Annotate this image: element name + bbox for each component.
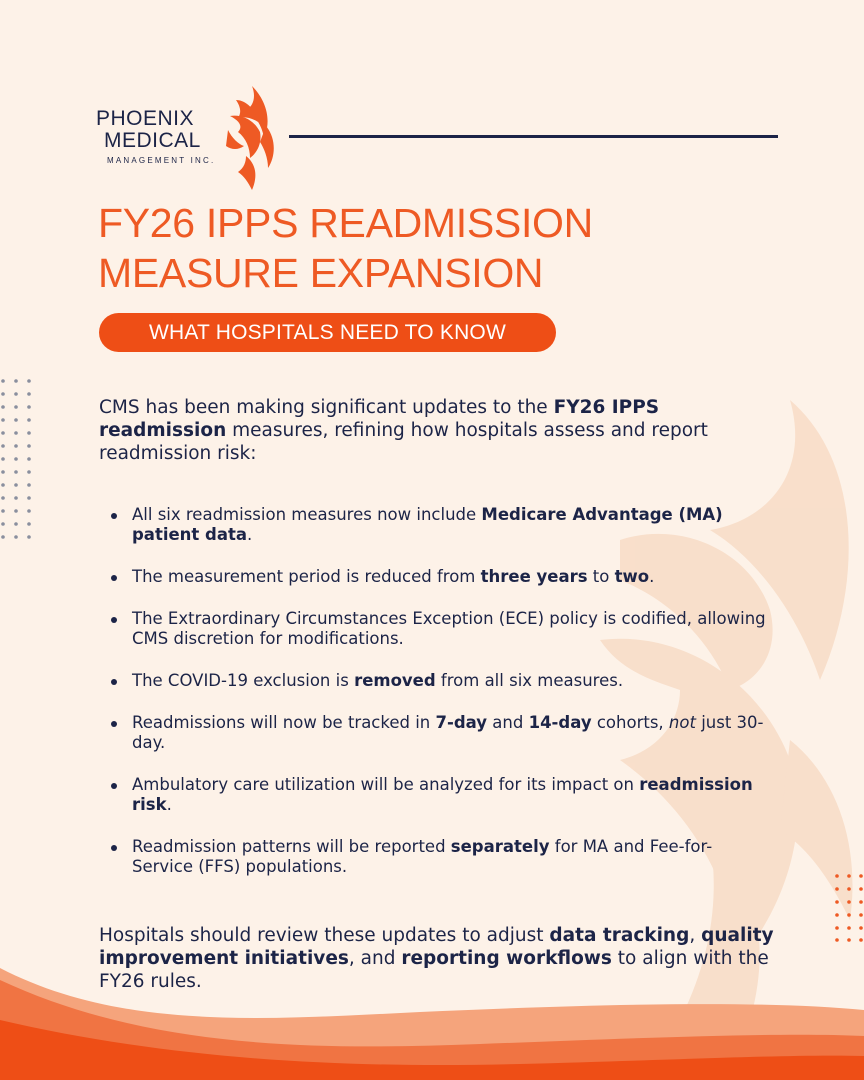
list-item bbox=[107, 713, 767, 753]
intro-text-1: CMS has been making significant updates to the bbox=[99, 397, 554, 418]
item-text: Readmissions will now be tracked in bbox=[132, 713, 436, 732]
item-text: . bbox=[166, 795, 172, 814]
list-item bbox=[107, 505, 767, 545]
item-text: just 30-day. bbox=[132, 713, 764, 752]
title-line-2: MEASURE EXPANSION bbox=[98, 250, 544, 296]
item-text: from all six measures. bbox=[435, 671, 624, 690]
item-bold: two bbox=[614, 567, 650, 586]
update-list bbox=[107, 505, 767, 899]
item-bold: separately bbox=[450, 837, 550, 856]
item-text: to bbox=[587, 567, 615, 586]
outro-bold: quality improvement initiatives bbox=[99, 925, 774, 969]
item-bold: Medicare Advantage (MA) patient data bbox=[132, 505, 723, 544]
item-text: The Extraordinary Circumstances Exception (ECE) policy is codified, allowing CMS discretion for modifications. bbox=[132, 609, 766, 648]
item-text: for MA and Fee-for-Service (FFS) populations. bbox=[132, 837, 713, 876]
logo-line-1: PHOENIX bbox=[96, 107, 195, 130]
dot-grid-right bbox=[834, 872, 864, 944]
subtitle-badge: WHAT HOSPITALS NEED TO KNOW bbox=[99, 313, 556, 352]
item-text: . bbox=[247, 525, 253, 544]
outro-text: , bbox=[689, 925, 702, 946]
item-text: All six readmission measures now include bbox=[132, 505, 482, 524]
page-title bbox=[98, 198, 798, 298]
item-text: and bbox=[487, 713, 529, 732]
list-item bbox=[107, 837, 767, 877]
header-divider bbox=[289, 135, 778, 138]
list-item bbox=[107, 567, 767, 587]
list-item bbox=[107, 775, 767, 815]
item-italic: not bbox=[668, 713, 696, 732]
item-bold: 7-day bbox=[435, 713, 488, 732]
outro-text: Hospitals should review these updates to adjust bbox=[99, 925, 550, 946]
item-text: . bbox=[649, 567, 655, 586]
item-text: Ambulatory care utilization will be analyzed for its impact on bbox=[132, 775, 640, 794]
title-line-1: FY26 IPPS READMISSION bbox=[98, 200, 593, 246]
item-text: cohorts, bbox=[591, 713, 669, 732]
item-text: Readmission patterns will be reported bbox=[132, 837, 451, 856]
intro-paragraph bbox=[99, 396, 779, 465]
logo-line-2: MEDICAL bbox=[104, 129, 201, 152]
logo-line-3: MANAGEMENT INC. bbox=[107, 156, 216, 165]
company-logo bbox=[96, 86, 296, 196]
outro-text: to align with the FY26 rules. bbox=[99, 948, 769, 992]
intro-text-2: measures, refining how hospitals assess and report readmission risk: bbox=[99, 420, 708, 464]
footer-wave bbox=[0, 950, 864, 1080]
item-bold: readmission risk bbox=[132, 775, 753, 814]
dot-grid-left bbox=[0, 378, 36, 544]
outro-text: , and bbox=[348, 948, 402, 969]
outro-bold: data tracking bbox=[549, 925, 690, 946]
item-bold: removed bbox=[354, 671, 436, 690]
item-text: The measurement period is reduced from bbox=[132, 567, 481, 586]
item-bold: 14-day bbox=[528, 713, 592, 732]
item-text: The COVID-19 exclusion is bbox=[132, 671, 355, 690]
logo-text bbox=[96, 108, 215, 165]
list-item bbox=[107, 609, 767, 649]
intro-bold-1: FY26 IPPS readmission bbox=[99, 397, 660, 441]
item-bold: three years bbox=[480, 567, 588, 586]
outro-bold: reporting workflows bbox=[401, 948, 612, 969]
phoenix-bird-icon bbox=[216, 86, 276, 190]
list-item bbox=[107, 671, 767, 691]
